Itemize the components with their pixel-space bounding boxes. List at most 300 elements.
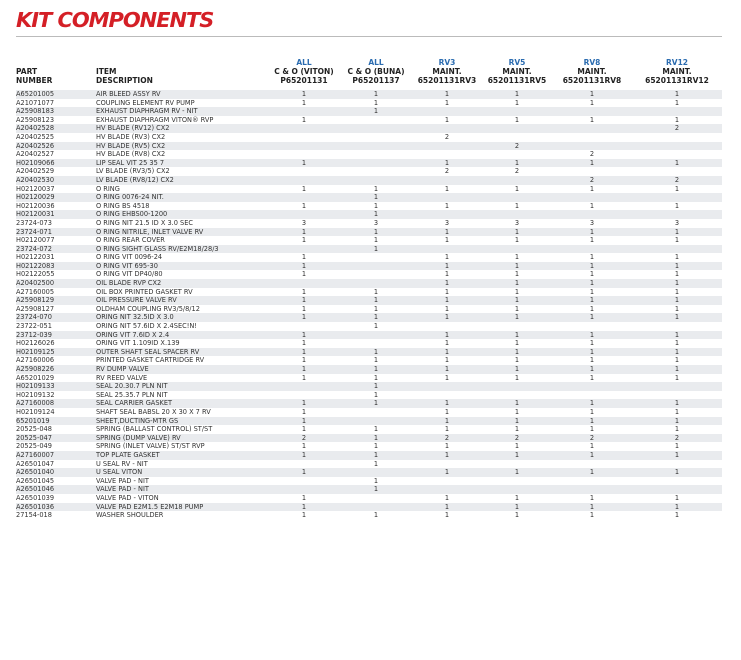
all-viton-qty-cell: 2 [268,434,340,443]
part-number-cell: H02122031 [16,253,55,262]
rv12-qty-cell: 1 [674,425,680,434]
description-cell: ORING VIT 7.6ID X 2.4 [96,331,268,340]
all-buna-qty-cell: 1 [340,210,412,219]
table-row [16,185,722,194]
all-buna-qty-cell: 1 [373,322,379,331]
rv3-qty-cell: 1 [444,425,450,434]
rv5-qty-cell: 1 [514,287,520,296]
rv5-qty-cell: 1 [514,356,520,365]
rv3-qty-cell [412,142,482,151]
rv5-qty-cell: 1 [482,365,552,374]
table-row [16,399,722,408]
description-cell: O RING BS 4518 [96,201,150,210]
rv3-qty-cell: 1 [444,373,450,382]
col-header-rv5: RV5 MAINT. 65201131RV5 [487,58,547,85]
col-header-all-viton: ALL C & O (VITON) P65201131 [274,58,334,85]
table-row [16,219,722,228]
description-cell: OLDHAM COUPLING RV3/5/8/12 [96,304,200,313]
part-number-cell: H02109066 [16,159,96,168]
all-viton-qty-cell: 1 [268,348,340,357]
all-buna-qty-cell: 1 [340,434,412,443]
all-viton-qty-cell: 1 [301,425,307,434]
all-buna-qty-cell: 3 [373,218,379,227]
rv3-qty-cell [412,322,482,331]
rv8-qty-cell: 1 [552,399,632,408]
part-number-cell: A26501040 [16,468,96,477]
part-number-cell: H02122083 [16,262,96,271]
rv3-qty-cell: 1 [412,417,482,426]
rv3-qty-cell: 1 [444,493,450,502]
rv3-qty-cell: 1 [444,253,450,262]
col-header-rv8: RV8 MAINT. 65201131RV8 [562,58,622,85]
rv5-qty-cell: 1 [482,90,552,99]
rv5-qty-cell: 1 [514,253,520,262]
all-buna-qty-cell [340,339,412,348]
all-viton-qty-cell: 1 [301,339,307,348]
all-buna-qty-cell: 1 [373,236,379,245]
title-divider [16,36,722,37]
rv8-qty-cell: 1 [589,184,595,193]
all-viton-qty-cell: 1 [268,399,340,408]
all-buna-qty-cell: 1 [340,399,412,408]
description-cell: SPRING (BALLAST CONTROL) ST/ST [96,425,213,434]
rv5-qty-cell [482,107,552,116]
description-cell: O RING VIT 695-30 [96,262,268,271]
all-buna-qty-cell [340,150,412,159]
rv3-qty-cell: 1 [412,468,482,477]
rv12-qty-cell: 1 [674,270,680,279]
table-row [16,442,722,451]
rv3-qty-cell [412,485,482,494]
rv12-qty-cell: 1 [632,313,722,322]
all-viton-qty-cell: 1 [268,468,340,477]
rv3-qty-cell: 1 [412,503,482,512]
part-number-cell: A26501039 [16,493,55,502]
all-buna-qty-cell: 1 [373,511,379,520]
part-number-cell: A20402525 [16,132,55,141]
all-viton-qty-cell: 1 [301,493,307,502]
rv12-qty-cell [632,322,722,331]
description-cell: SHAFT SEAL BABSL 20 X 30 X 7 RV [96,407,211,416]
all-buna-qty-cell [340,124,412,133]
table-row [16,142,722,151]
all-viton-qty-cell: 1 [268,262,340,271]
all-buna-qty-cell: 1 [373,373,379,382]
all-viton-qty-cell [268,142,340,151]
rv8-qty-cell: 1 [589,442,595,451]
table-row [16,133,722,142]
all-buna-qty-cell: 1 [373,390,379,399]
part-number-cell: A20402527 [16,150,55,159]
rv3-qty-cell [412,477,482,486]
rv8-qty-cell: 1 [552,90,632,99]
part-number-cell: A20402526 [16,142,96,151]
description-cell: VALVE PAD E2M1.5 E2M18 PUMP [96,503,268,512]
rv3-qty-cell: 1 [444,270,450,279]
table-row [16,305,722,314]
rv5-qty-cell: 1 [482,313,552,322]
description-cell: AIR BLEED ASSY RV [96,90,268,99]
rv3-qty-cell [412,107,482,116]
rv5-qty-cell [482,193,552,202]
all-buna-qty-cell: 1 [340,228,412,237]
rv3-qty-cell: 1 [444,98,450,107]
rv5-qty-cell: 1 [482,331,552,340]
rv3-qty-cell: 1 [444,442,450,451]
all-viton-qty-cell [268,322,340,331]
all-buna-qty-cell: 1 [340,348,412,357]
all-buna-qty-cell [340,468,412,477]
rv8-qty-cell [552,124,632,133]
all-buna-qty-cell: 1 [340,107,412,116]
table-row [16,451,722,460]
rv12-qty-cell [632,107,722,116]
rv5-qty-cell [482,460,552,469]
rv8-qty-cell: 1 [589,253,595,262]
rv8-qty-cell: 1 [552,228,632,237]
rv8-qty-cell [552,193,632,202]
rv3-qty-cell [412,176,482,185]
table-row [16,356,722,365]
part-number-cell: A27160008 [16,399,96,408]
part-number-cell: A25908129 [16,296,96,305]
description-cell: VALVE PAD - NIT [96,485,268,494]
rv12-qty-cell: 3 [674,218,680,227]
part-number-cell: A27160007 [16,451,96,460]
rv8-qty-cell: 1 [552,365,632,374]
all-buna-qty-cell: 1 [373,184,379,193]
all-viton-qty-cell: 1 [268,296,340,305]
table-row [16,159,722,168]
rv12-qty-cell: 1 [674,201,680,210]
table-row [16,245,722,254]
part-number-cell: 65201019 [16,417,96,426]
all-viton-qty-cell: 1 [301,270,307,279]
rv8-qty-cell [552,477,632,486]
rv8-qty-cell: 1 [589,98,595,107]
all-viton-qty-cell: 3 [301,218,307,227]
rv5-qty-cell: 2 [482,434,552,443]
part-number-cell: A20402528 [16,124,96,133]
all-viton-qty-cell: 1 [268,417,340,426]
rv8-qty-cell [552,167,632,176]
all-buna-qty-cell: 1 [340,245,412,254]
table-row [16,511,722,520]
rv12-qty-cell: 1 [674,184,680,193]
rv3-qty-cell [412,391,482,400]
table-row [16,150,722,159]
table-row [16,296,722,305]
rv12-qty-cell: 1 [674,339,680,348]
part-number-cell: A27160006 [16,356,55,365]
table-row [16,279,722,288]
rv5-qty-cell: 1 [514,373,520,382]
rv3-qty-cell: 1 [412,159,482,168]
description-cell: O RING 0076-24 NIT. [96,193,268,202]
all-viton-qty-cell: 1 [301,511,307,520]
rv5-qty-cell: 1 [482,468,552,477]
description-cell: HV BLADE (RV3) CX2 [96,132,166,141]
rv8-qty-cell: 1 [589,493,595,502]
rv12-qty-cell [632,460,722,469]
table-row [16,210,722,219]
rv12-qty-cell [632,477,722,486]
part-number-cell: 20525-048 [16,425,52,434]
rv5-qty-cell [482,133,552,142]
rv8-qty-cell: 1 [589,287,595,296]
rv12-qty-cell [632,485,722,494]
rv3-qty-cell: 1 [412,399,482,408]
all-buna-qty-cell: 1 [373,287,379,296]
rv5-qty-cell: 3 [514,218,520,227]
table-row [16,107,722,116]
rv8-qty-cell: 1 [589,115,595,124]
table-row [16,425,722,434]
rv3-qty-cell: 1 [412,331,482,340]
table-row [16,391,722,400]
rv5-qty-cell: 1 [514,236,520,245]
rv12-qty-cell: 1 [632,228,722,237]
all-viton-qty-cell [268,485,340,494]
description-cell: HV BLADE (RV5) CX2 [96,142,268,151]
rv5-qty-cell: 1 [514,304,520,313]
all-viton-qty-cell: 1 [301,304,307,313]
rv5-qty-cell: 1 [514,115,520,124]
rv8-qty-cell: 1 [552,468,632,477]
rv12-qty-cell: 1 [674,493,680,502]
description-cell: O RING REAR COVER [96,236,165,245]
rv3-qty-cell: 1 [412,90,482,99]
all-viton-qty-cell [268,133,340,142]
all-buna-qty-cell: 1 [373,304,379,313]
part-number-cell: 23724-072 [16,245,96,254]
rv12-qty-cell: 1 [674,236,680,245]
rv5-qty-cell: 1 [482,262,552,271]
table-row [16,382,722,391]
description-cell: O RING VIT 0096-24 [96,253,163,262]
all-viton-qty-cell [268,460,340,469]
description-cell: ORING NIT 32.5ID X 3.0 [96,313,268,322]
table-row [16,339,722,348]
rv8-qty-cell: 1 [552,313,632,322]
rv5-qty-cell: 2 [514,167,520,176]
rv8-qty-cell: 1 [552,262,632,271]
table-row [16,374,722,383]
all-buna-qty-cell [340,167,412,176]
part-number-cell: 27154-018 [16,511,52,520]
part-number-cell: H02120031 [16,210,96,219]
rv12-qty-cell: 1 [632,262,722,271]
rv8-qty-cell [552,460,632,469]
rv3-qty-cell: 1 [412,228,482,237]
part-number-cell: H02120077 [16,236,55,245]
part-number-cell: H02120037 [16,184,55,193]
description-cell: SHEET,DUCTING-MTR GS [96,417,268,426]
all-viton-qty-cell: 1 [301,98,307,107]
all-buna-qty-cell [340,279,412,288]
all-buna-qty-cell: 1 [373,476,379,485]
part-number-cell: A21071077 [16,98,55,107]
description-cell: LIP SEAL VIT 25 35 7 [96,159,268,168]
rv12-qty-cell: 1 [632,159,722,168]
rv12-qty-cell: 1 [632,365,722,374]
all-buna-qty-cell [340,253,412,262]
all-viton-qty-cell [268,167,340,176]
part-number-cell: A25908226 [16,365,96,374]
description-cell: LV BLADE (RV3/5) CX2 [96,167,170,176]
part-number-cell: 20525-047 [16,434,96,443]
all-buna-qty-cell: 1 [340,485,412,494]
all-buna-qty-cell [340,116,412,125]
part-number-cell: 23724-071 [16,228,96,237]
rv3-qty-cell: 1 [444,356,450,365]
rv8-qty-cell: 1 [589,373,595,382]
table-row [16,331,722,340]
col-header-item-description: ITEM DESCRIPTION [96,67,153,85]
part-number-cell: A25908127 [16,304,55,313]
rv3-qty-cell: 1 [412,348,482,357]
rv5-qty-cell: 2 [482,142,552,151]
page-title: KIT COMPONENTS [16,8,214,32]
rv12-qty-cell: 1 [632,348,722,357]
part-number-cell: A26501036 [16,503,96,512]
all-viton-qty-cell: 1 [301,442,307,451]
all-buna-qty-cell: 1 [373,356,379,365]
description-cell: PRINTED GASKET CARTRIDGE RV [96,356,205,365]
all-viton-qty-cell: 1 [268,503,340,512]
rv5-qty-cell: 1 [514,493,520,502]
rv5-qty-cell: 1 [514,201,520,210]
rv8-qty-cell: 3 [589,218,595,227]
rv8-qty-cell: 1 [589,407,595,416]
rv5-qty-cell: 1 [514,184,520,193]
all-viton-qty-cell: 1 [301,356,307,365]
part-number-cell: A25908183 [16,107,96,116]
all-viton-qty-cell: 1 [301,407,307,416]
rv12-qty-cell [632,391,722,400]
rv3-qty-cell [412,124,482,133]
rv5-qty-cell: 1 [514,407,520,416]
rv5-qty-cell: 1 [482,503,552,512]
rv5-qty-cell [482,210,552,219]
rv8-qty-cell: 2 [552,434,632,443]
table-row [16,434,722,443]
description-cell: O RING VIT DP40/80 [96,270,163,279]
rv12-qty-cell: 1 [674,373,680,382]
rv5-qty-cell: 1 [482,279,552,288]
part-number-cell: A20402500 [16,279,96,288]
all-buna-qty-cell [340,408,412,417]
rv8-qty-cell: 1 [589,304,595,313]
all-buna-qty-cell: 1 [340,451,412,460]
rv8-qty-cell [552,485,632,494]
all-buna-qty-cell: 1 [373,98,379,107]
table-row [16,365,722,374]
rv3-qty-cell: 1 [444,201,450,210]
rv3-qty-cell: 1 [412,451,482,460]
table-row [16,477,722,486]
rv5-qty-cell [482,477,552,486]
part-number-cell: A26501045 [16,476,55,485]
all-viton-qty-cell [268,245,340,254]
kit-components-table [16,58,722,520]
rv3-qty-cell [412,382,482,391]
table-row [16,167,722,176]
table-row [16,468,722,477]
rv8-qty-cell: 1 [589,201,595,210]
all-viton-qty-cell: 1 [268,331,340,340]
table-row [16,193,722,202]
part-number-cell: A20402529 [16,167,55,176]
table-row [16,485,722,494]
all-viton-qty-cell [268,279,340,288]
rv3-qty-cell [412,210,482,219]
table-row [16,228,722,237]
rv5-qty-cell: 1 [514,98,520,107]
rv12-qty-cell [632,193,722,202]
rv3-qty-cell [412,460,482,469]
all-viton-qty-cell [268,107,340,116]
rv8-qty-cell: 1 [552,451,632,460]
all-viton-qty-cell: 1 [268,313,340,322]
rv5-qty-cell: 1 [482,348,552,357]
rv8-qty-cell: 1 [552,348,632,357]
rv8-qty-cell: 2 [552,176,632,185]
table-row [16,124,722,133]
all-viton-qty-cell: 1 [301,201,307,210]
all-viton-qty-cell: 1 [268,90,340,99]
rv5-qty-cell: 1 [514,270,520,279]
rv5-qty-cell [482,391,552,400]
rv3-qty-cell: 1 [444,304,450,313]
rv5-qty-cell [482,245,552,254]
rv5-qty-cell: 1 [514,511,520,520]
all-viton-qty-cell [268,391,340,400]
all-buna-qty-cell: 1 [340,296,412,305]
rv12-qty-cell: 2 [632,124,722,133]
table-header-row [16,58,722,85]
all-buna-qty-cell: 1 [373,425,379,434]
col-header-rv3: RV3 MAINT. 65201131RV3 [417,58,477,85]
rv8-qty-cell [552,245,632,254]
rv8-qty-cell: 1 [552,279,632,288]
part-number-cell: 23724-070 [16,313,96,322]
part-number-cell: A26501046 [16,485,96,494]
rv8-qty-cell: 1 [589,236,595,245]
all-buna-qty-cell [340,270,412,279]
all-buna-qty-cell: 1 [373,442,379,451]
all-buna-qty-cell: 1 [340,90,412,99]
all-viton-qty-cell: 1 [268,365,340,374]
description-cell: U SEAL VITON [96,468,268,477]
all-viton-qty-cell: 1 [268,159,340,168]
table-row [16,116,722,125]
description-cell: EXHAUST DIAPHRAGM VITON® RVP [96,115,214,124]
rv12-qty-cell: 1 [632,417,722,426]
description-cell: WASHER SHOULDER [96,511,164,520]
description-cell: O RING [96,184,120,193]
table-row [16,288,722,297]
description-cell: U SEAL RV - NIT [96,459,148,468]
description-cell: SEAL 25.35.7 PLN NIT [96,390,168,399]
part-number-cell: H02126026 [16,339,55,348]
rv12-qty-cell: 1 [674,98,680,107]
col-header-all-buna: ALL C & O (BUNA) P65201137 [347,58,405,85]
description-cell: TOP PLATE GASKET [96,451,268,460]
table-row [16,417,722,426]
description-cell: ORING VIT 1.109ID X.139 [96,339,180,348]
table-row [16,348,722,357]
